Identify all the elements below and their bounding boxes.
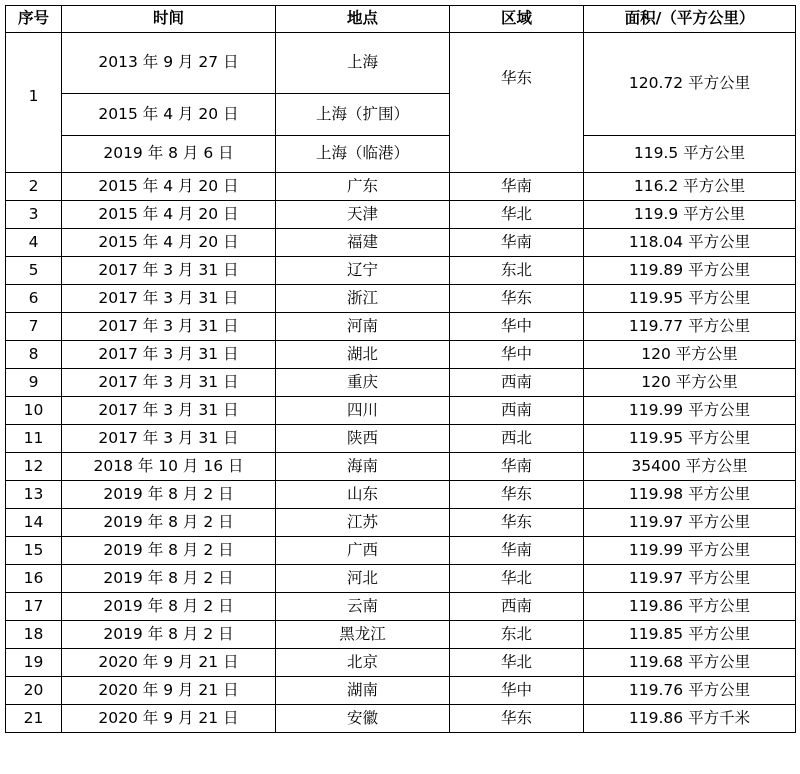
table-row (6, 509, 796, 537)
cell-date: 2015 年 4 月 20 日 (62, 229, 276, 257)
cell-place: 湖南 (276, 677, 450, 705)
cell-date: 2018 年 10 月 16 日 (62, 453, 276, 481)
cell-date: 2019 年 8 月 2 日 (62, 509, 276, 537)
table-row (6, 173, 796, 201)
cell-place: 福建 (276, 229, 450, 257)
cell-place: 广东 (276, 173, 450, 201)
cell-date: 2019 年 8 月 2 日 (62, 481, 276, 509)
cell-region: 华北 (450, 201, 584, 229)
header-region: 区域 (450, 6, 584, 33)
cell-date: 2020 年 9 月 21 日 (62, 649, 276, 677)
cell-index: 21 (6, 705, 62, 733)
cell-date: 2019 年 8 月 2 日 (62, 593, 276, 621)
cell-place: 北京 (276, 649, 450, 677)
cell-area: 119.76 平方公里 (584, 677, 796, 705)
cell-date: 2017 年 3 月 31 日 (62, 425, 276, 453)
cell-index: 9 (6, 369, 62, 397)
cell-area: 120 平方公里 (584, 369, 796, 397)
cell-area: 120.72 平方公里 (584, 33, 796, 136)
header-index: 序号 (6, 6, 62, 33)
table-body (6, 33, 796, 733)
cell-place: 安徽 (276, 705, 450, 733)
table-row (6, 33, 796, 94)
cell-region: 西南 (450, 593, 584, 621)
cell-place: 上海（扩围） (276, 94, 450, 136)
cell-date: 2013 年 9 月 27 日 (62, 33, 276, 94)
cell-region: 西北 (450, 425, 584, 453)
cell-index: 13 (6, 481, 62, 509)
cell-index: 14 (6, 509, 62, 537)
cell-index: 2 (6, 173, 62, 201)
table-row (6, 705, 796, 733)
cell-date: 2015 年 4 月 20 日 (62, 94, 276, 136)
table-row (6, 313, 796, 341)
cell-area: 119.95 平方公里 (584, 285, 796, 313)
cell-index: 4 (6, 229, 62, 257)
cell-region: 华南 (450, 453, 584, 481)
cell-place: 辽宁 (276, 257, 450, 285)
cell-region: 华中 (450, 313, 584, 341)
cell-area: 119.99 平方公里 (584, 537, 796, 565)
cell-place: 重庆 (276, 369, 450, 397)
cell-area: 119.95 平方公里 (584, 425, 796, 453)
cell-area: 116.2 平方公里 (584, 173, 796, 201)
cell-index: 15 (6, 537, 62, 565)
cell-index: 17 (6, 593, 62, 621)
cell-date: 2015 年 4 月 20 日 (62, 201, 276, 229)
cell-area: 35400 平方公里 (584, 453, 796, 481)
cell-index: 8 (6, 341, 62, 369)
table-row (6, 285, 796, 313)
cell-region: 华东 (450, 481, 584, 509)
cell-region: 西南 (450, 397, 584, 425)
cell-index: 11 (6, 425, 62, 453)
cell-place: 黑龙江 (276, 621, 450, 649)
cell-index: 6 (6, 285, 62, 313)
cell-date: 2015 年 4 月 20 日 (62, 173, 276, 201)
cell-place: 上海 (276, 33, 450, 94)
header-row (6, 6, 796, 33)
table-row (6, 537, 796, 565)
cell-place: 四川 (276, 397, 450, 425)
cell-region: 华东 (450, 285, 584, 313)
table-row (6, 565, 796, 593)
table-row (6, 341, 796, 369)
cell-date: 2019 年 8 月 6 日 (62, 136, 276, 173)
table-row (6, 369, 796, 397)
cell-region: 华南 (450, 173, 584, 201)
table-row (6, 229, 796, 257)
table-row (6, 425, 796, 453)
cell-place: 云南 (276, 593, 450, 621)
cell-index: 7 (6, 313, 62, 341)
cell-place: 天津 (276, 201, 450, 229)
cell-index: 20 (6, 677, 62, 705)
cell-place: 湖北 (276, 341, 450, 369)
cell-place: 山东 (276, 481, 450, 509)
ftz-table (5, 5, 796, 733)
header-place: 地点 (276, 6, 450, 33)
cell-place: 上海（临港） (276, 136, 450, 173)
cell-index: 16 (6, 565, 62, 593)
cell-region: 西南 (450, 369, 584, 397)
cell-date: 2017 年 3 月 31 日 (62, 257, 276, 285)
cell-date: 2017 年 3 月 31 日 (62, 369, 276, 397)
table-row (6, 677, 796, 705)
table-row (6, 481, 796, 509)
cell-date: 2017 年 3 月 31 日 (62, 285, 276, 313)
cell-index: 18 (6, 621, 62, 649)
cell-date: 2019 年 8 月 2 日 (62, 537, 276, 565)
cell-region: 华北 (450, 649, 584, 677)
table-row (6, 257, 796, 285)
cell-region: 华中 (450, 341, 584, 369)
cell-region: 华北 (450, 565, 584, 593)
cell-area: 119.89 平方公里 (584, 257, 796, 285)
cell-date: 2020 年 9 月 21 日 (62, 677, 276, 705)
cell-area: 119.5 平方公里 (584, 136, 796, 173)
cell-region: 华东 (450, 33, 584, 173)
cell-area: 119.77 平方公里 (584, 313, 796, 341)
table-row (6, 397, 796, 425)
table-row (6, 649, 796, 677)
header-area: 面积/（平方公里） (584, 6, 796, 33)
cell-index: 10 (6, 397, 62, 425)
cell-area: 119.68 平方公里 (584, 649, 796, 677)
cell-index: 3 (6, 201, 62, 229)
cell-region: 华中 (450, 677, 584, 705)
cell-region: 华东 (450, 509, 584, 537)
cell-place: 浙江 (276, 285, 450, 313)
cell-area: 120 平方公里 (584, 341, 796, 369)
cell-region: 东北 (450, 621, 584, 649)
cell-index: 5 (6, 257, 62, 285)
cell-date: 2019 年 8 月 2 日 (62, 621, 276, 649)
cell-area: 119.97 平方公里 (584, 509, 796, 537)
cell-area: 119.99 平方公里 (584, 397, 796, 425)
cell-date: 2017 年 3 月 31 日 (62, 397, 276, 425)
cell-date: 2020 年 9 月 21 日 (62, 705, 276, 733)
cell-date: 2017 年 3 月 31 日 (62, 341, 276, 369)
cell-place: 河南 (276, 313, 450, 341)
cell-region: 华东 (450, 705, 584, 733)
cell-area: 119.86 平方公里 (584, 593, 796, 621)
cell-index: 12 (6, 453, 62, 481)
cell-index: 1 (6, 33, 62, 173)
cell-index: 19 (6, 649, 62, 677)
header-date: 时间 (62, 6, 276, 33)
cell-region: 华南 (450, 537, 584, 565)
cell-place: 陕西 (276, 425, 450, 453)
cell-area: 118.04 平方公里 (584, 229, 796, 257)
cell-place: 河北 (276, 565, 450, 593)
table-row (6, 621, 796, 649)
table-row (6, 201, 796, 229)
table-row (6, 593, 796, 621)
cell-area: 119.85 平方公里 (584, 621, 796, 649)
cell-area: 119.9 平方公里 (584, 201, 796, 229)
cell-place: 广西 (276, 537, 450, 565)
cell-place: 海南 (276, 453, 450, 481)
cell-date: 2017 年 3 月 31 日 (62, 313, 276, 341)
cell-area: 119.98 平方公里 (584, 481, 796, 509)
cell-region: 华南 (450, 229, 584, 257)
cell-area: 119.86 平方千米 (584, 705, 796, 733)
cell-area: 119.97 平方公里 (584, 565, 796, 593)
cell-place: 江苏 (276, 509, 450, 537)
cell-date: 2019 年 8 月 2 日 (62, 565, 276, 593)
table-row (6, 453, 796, 481)
cell-region: 东北 (450, 257, 584, 285)
table-row (6, 136, 796, 173)
